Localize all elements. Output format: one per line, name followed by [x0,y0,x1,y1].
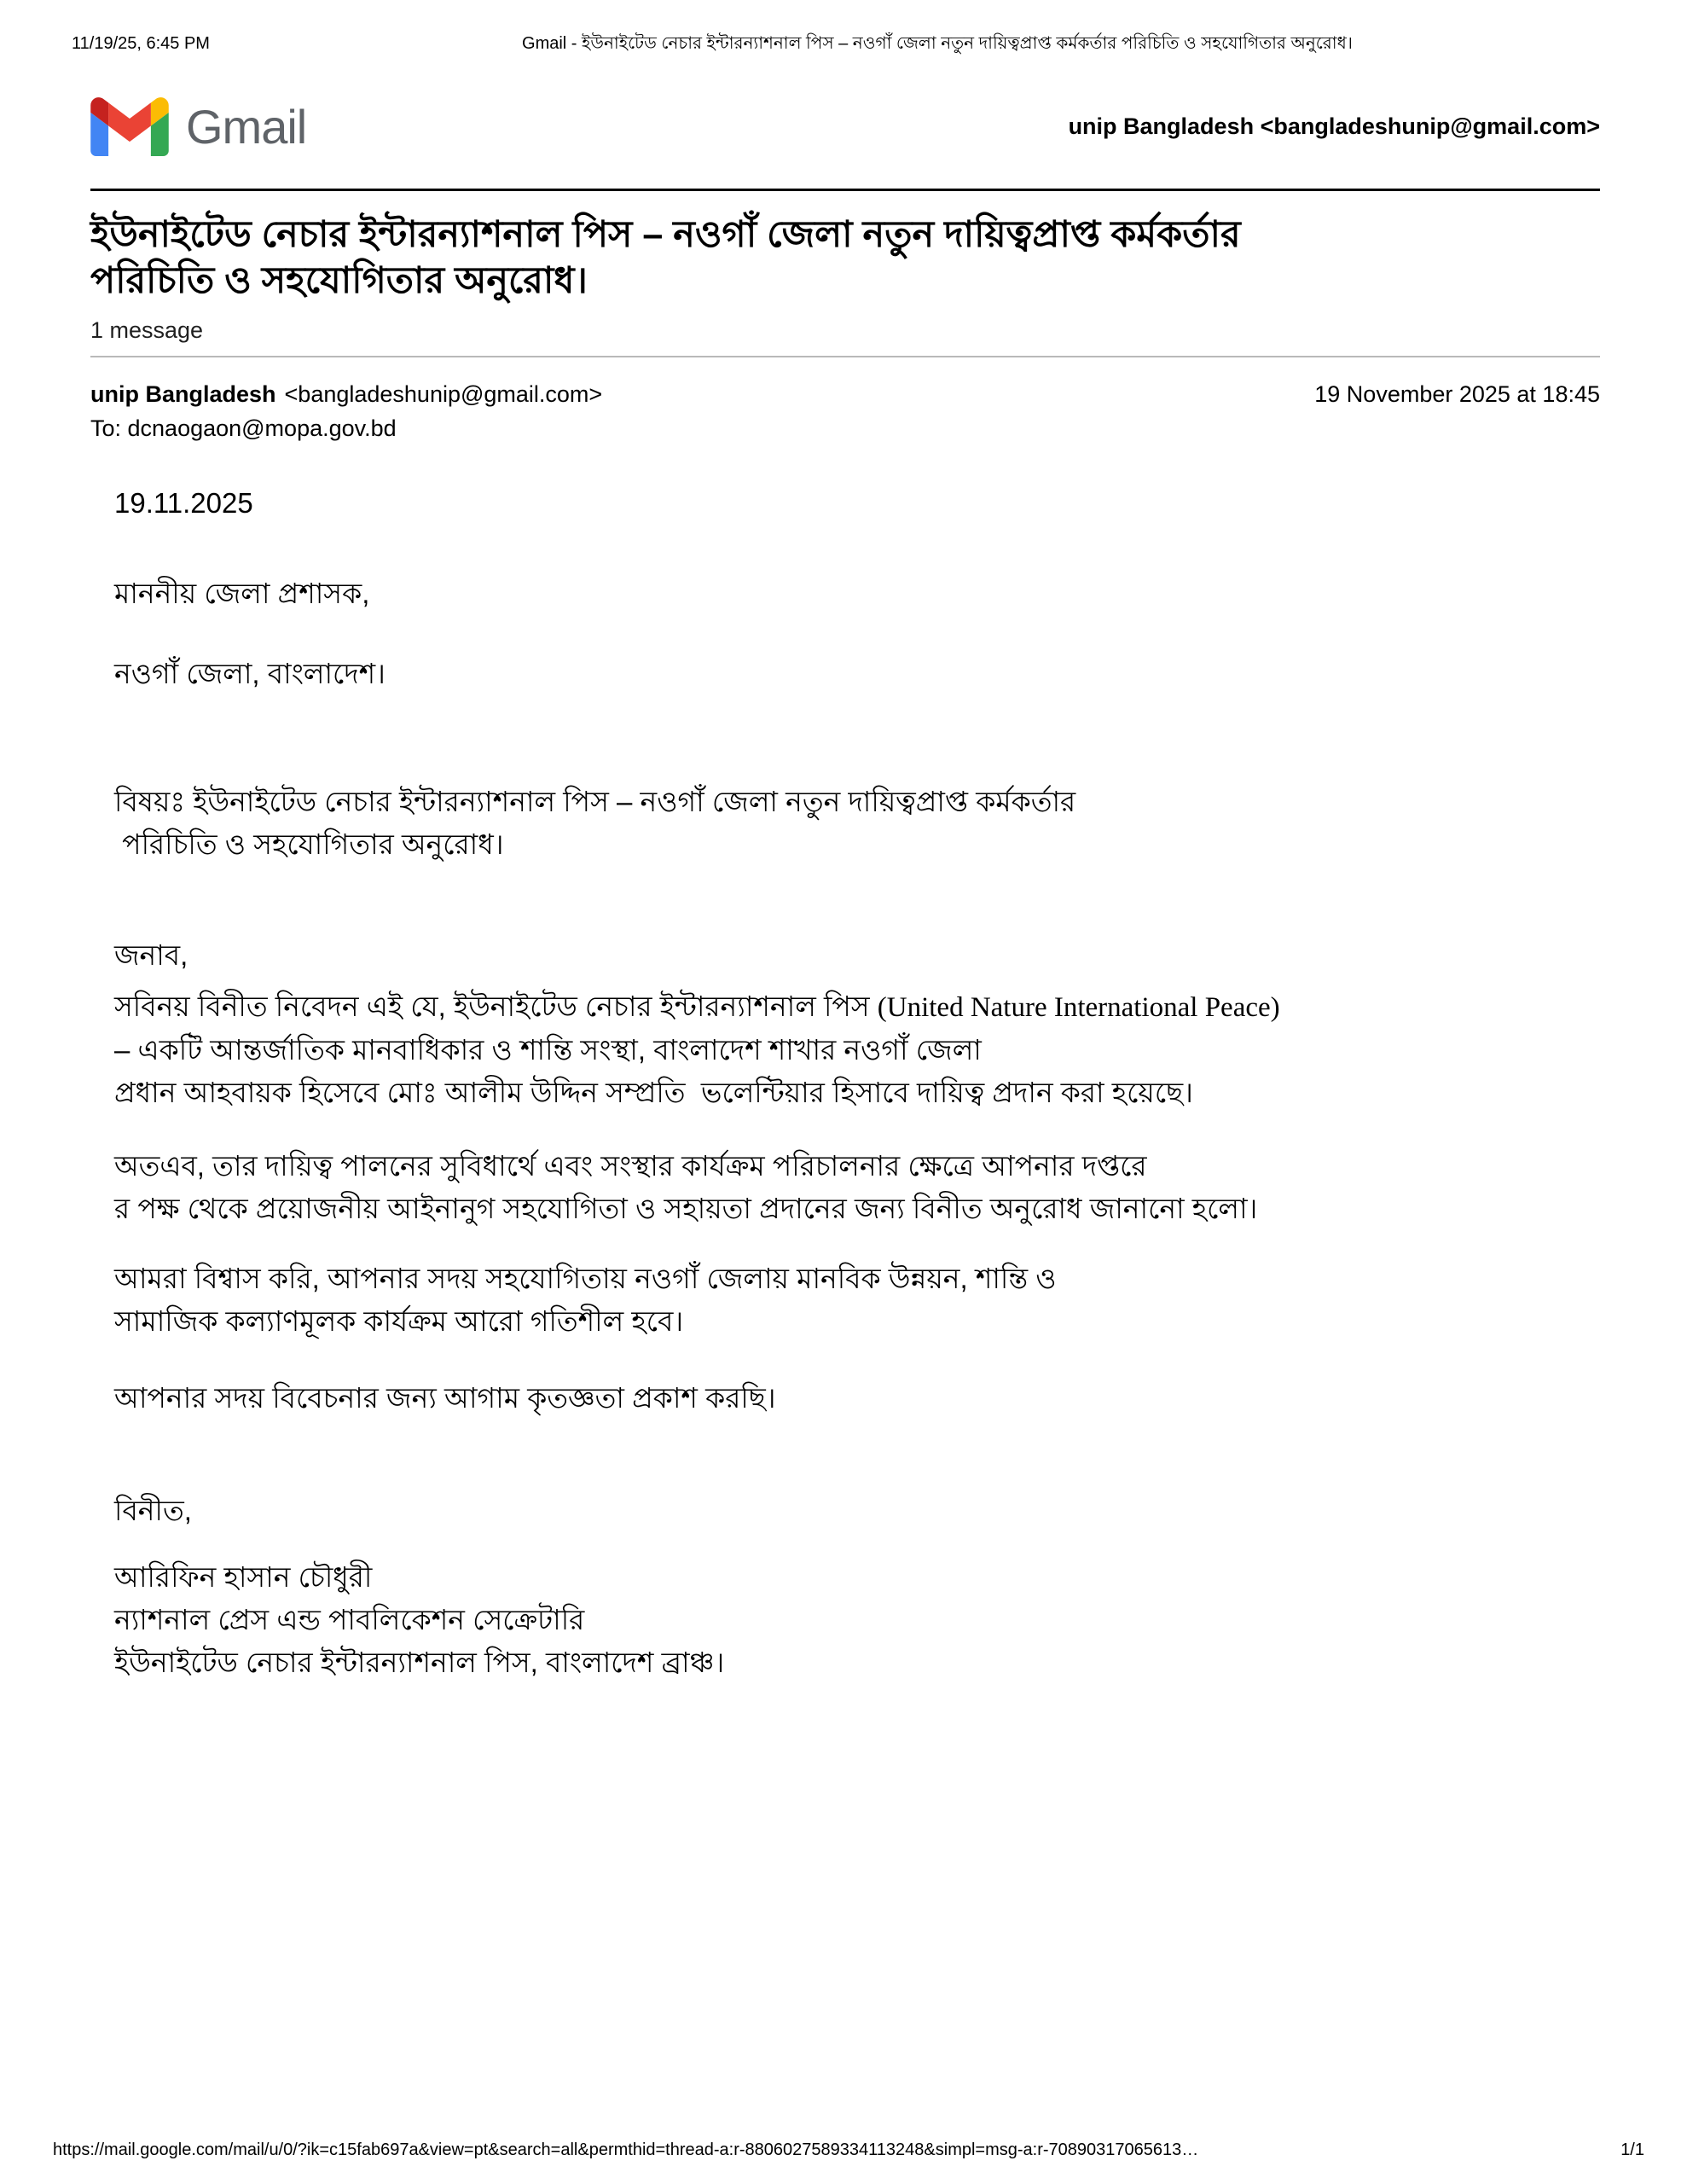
email-subject-title [90,212,1600,304]
paragraph3-line1: আমরা বিশ্বাস করি, আপনার সদয় সহযোগিতায় নওগাঁ জেলায় মানবিক উন্নয়ন, শান্তি ও [114,1263,1057,1294]
letter-closing: বিনীত, [114,1495,192,1526]
gmail-wordmark: Gmail [186,100,307,154]
gmail-header [90,97,1600,156]
paragraph2-line1: অতএব, তার দায়িত্ব পালনের সুবিধার্থে এবং সংস্থার কার্যক্রম পরিচালনার ক্ষেত্রে আপনার দপ্তরে [114,1150,1147,1182]
letter-paragraph-1 [114,985,1600,1114]
letter-subject-line2: পরিচিতি ও সহযোগিতার অনুরোধ। [114,828,504,860]
message-header [90,380,1600,443]
sender-email: <bangladeshunip@gmail.com> [284,381,603,407]
subject-section [90,212,1600,344]
gmail-m-icon [90,97,169,156]
letter-salutation-1: মাননীয় জেলা প্রশাসক, [114,578,370,609]
letter-subject-line1: বিষয়ঃ ইউনাইটেড নেচার ইন্টারন্যাশনাল পিস – নওগাঁ জেলা নতুন দায়িত্বপ্রাপ্ত কর্মকর্তার [114,786,1076,817]
letter-greeting: জনাব, [114,939,188,971]
paragraph1-line3: প্রধান আহবায়ক হিসেবে মোঃ আলীম উদ্দিন সম্প্রতি ভলেন্টিয়ার হিসাবে দায়িত্ব প্রদান করা হয়েছে। [114,1077,1193,1108]
paragraph1-line1-en: (United Nature International Peace) [877,992,1280,1023]
print-footer [53,2140,1644,2160]
paragraph1-line2: – একটি আন্তর্জাতিক মানবাধিকার ও শান্তি সংস্থা, বাংলাদেশ শাখার নওগাঁ জেলা [114,1034,982,1066]
message-count: 1 message [90,317,204,343]
message-from-row [90,380,1600,409]
letter-paragraph-4: আপনার সদয় বিবেচনার জন্য আগাম কৃতজ্ঞতা প্রকাশ করছি। [114,1382,776,1414]
signature-title: ন্যাশনাল প্রেস এন্ড পাবলিকেশন সেক্রেটারি [114,1604,585,1635]
paragraph1-line1 [114,985,1600,1029]
letter-date: 19.11.2025 [114,487,253,519]
print-datetime: 11/19/25, 6:45 PM [72,34,210,53]
letter-paragraph-2 [114,1145,1600,1230]
print-url: https://mail.google.com/mail/u/0/?ik=c15fab697a&view=pt&search=all&permthid=thread-a:r-8806027589334113248&simpl=msg-a:r-70890317065613… [53,2140,1199,2159]
print-header [0,0,1687,55]
letter-paragraph-3 [114,1258,1600,1343]
message-date: 19 November 2025 at 18:45 [1314,381,1600,407]
header-divider [90,189,1600,191]
letter-salutation-2: নওগাঁ জেলা, বাংলাদেশ। [114,658,386,689]
signature-name: আরিফিন হাসান চৌধুরী [114,1561,373,1593]
signature-block [114,1556,1600,1684]
gmail-logo [90,97,306,156]
letter-subject [114,781,1600,866]
message-divider [90,356,1600,357]
paragraph3-line2: সামাজিক কল্যাণমূলক কার্যক্রম আরো গতিশীল হবে। [114,1305,684,1337]
print-page-number: 1/1 [1620,2140,1644,2159]
email-subject-line1: ইউনাইটেড নেচার ইন্টারন্যাশনাল পিস – নওগাঁ জেলা নতুন দায়িত্বপ্রাপ্ত কর্মকর্তার [90,214,1241,255]
paragraph2-line2: র পক্ষ থেকে প্রয়োজনীয় আইনানুগ সহযোগিতা ও সহায়তা প্রদানের জন্য বিনীত অনুরোধ জানানো হলো। [114,1193,1258,1224]
message-from [90,380,602,409]
email-body [114,482,1600,1684]
print-page-title: Gmail - ইউনাইটেড নেচার ইন্টারন্যাশনাল পিস – নওগাঁ জেলা নতুন দায়িত্বপ্রাপ্ত কর্মকর্তার পরিচিতি ও সহযোগিতার অনুরোধ। [522,34,1353,53]
signature-organization: ইউনাইটেড নেচার ইন্টারন্যাশনাল পিস, বাংলাদেশ ব্রাঞ্চ। [114,1647,725,1678]
email-subject-line2: পরিচিতি ও সহযোগিতার অনুরোধ। [90,260,588,301]
sender-name: unip Bangladesh [90,381,276,407]
message-to: To: dcnaogaon@mopa.gov.bd [90,415,397,441]
account-name: unip Bangladesh <bangladeshunip@gmail.com> [1068,113,1600,139]
paragraph1-line1-bn: সবিনয় বিনীত নিবেদন এই যে, ইউনাইটেড নেচার ইন্টারন্যাশনাল পিস [114,990,878,1022]
